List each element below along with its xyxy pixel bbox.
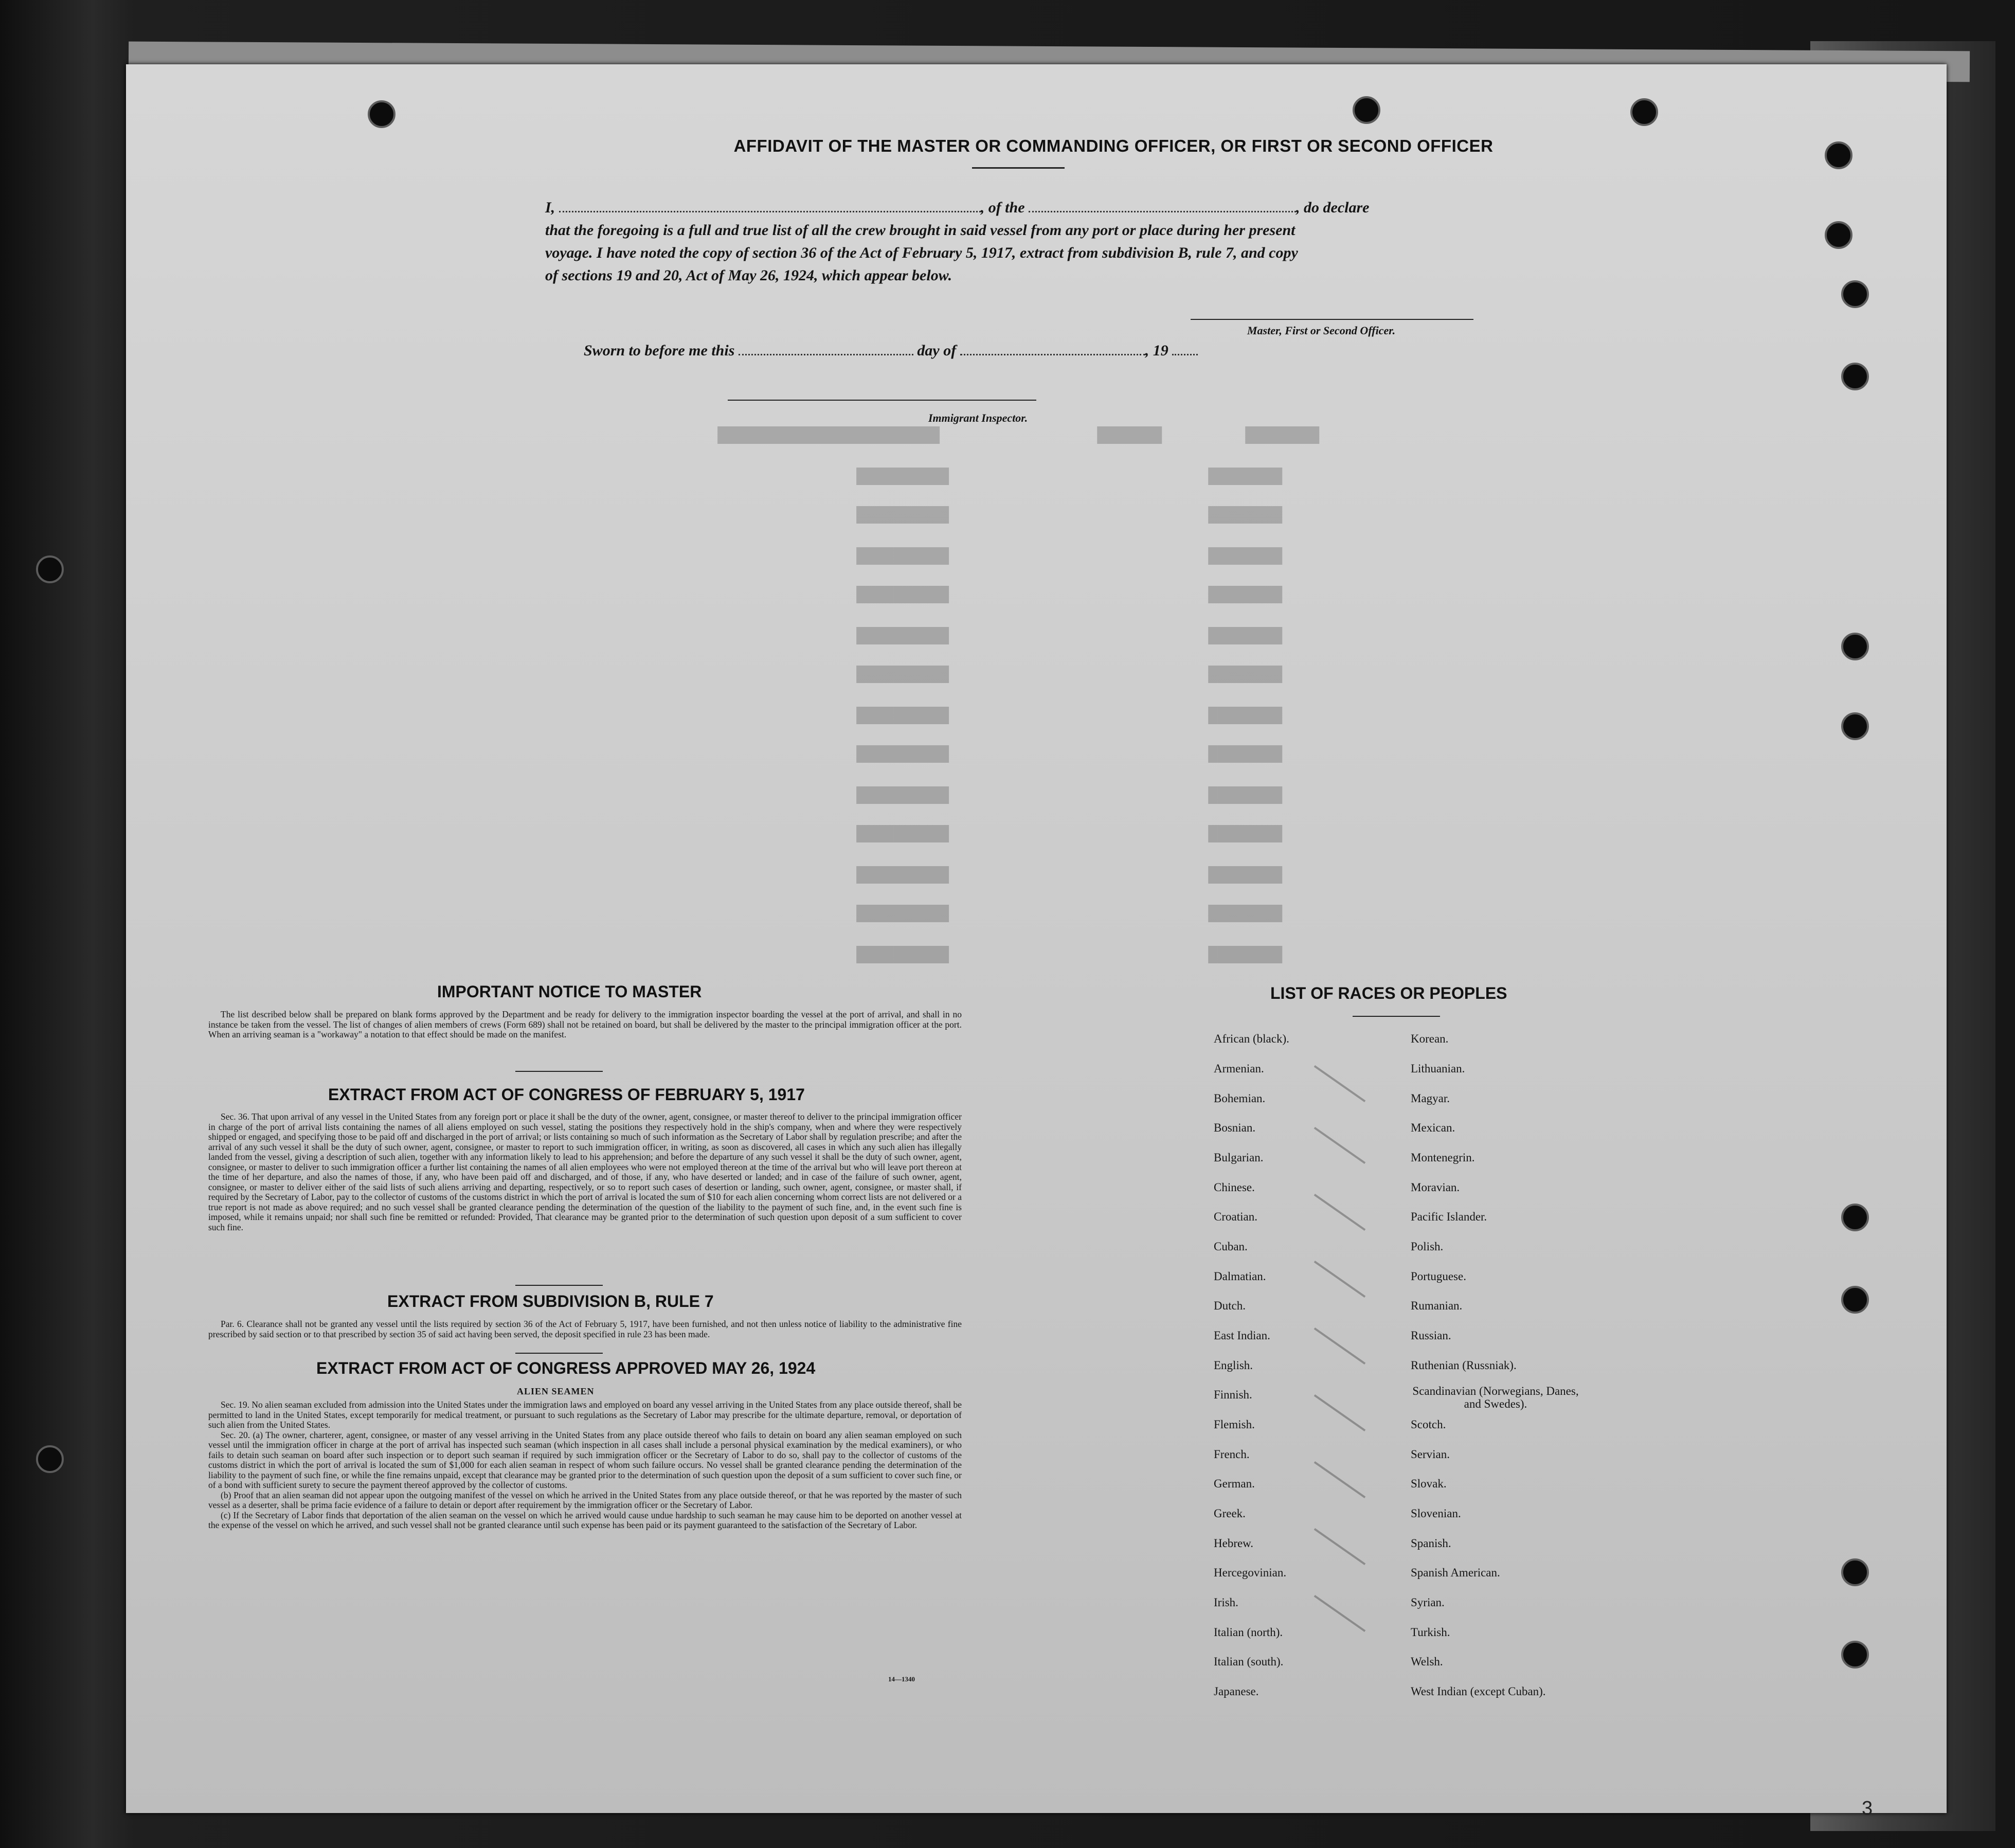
race-item: Servian. [1411, 1448, 1450, 1461]
race-item: Finnish. [1214, 1388, 1252, 1401]
extract-1924-body [208, 1400, 962, 1531]
document-page: ████████████████████████ ███████ ████████ ██████████ ████████ ██████████ ████████ ██████████ ████████ ██████████ ████████ ██████████ ████████ ██████████ ████████ ██████████ ████████ ██████████ ████████ ██████████ ████████ ██████████ ████████ ██████████ ████████ ██████████ ████████ ██████████ ████████ AFFIDAVIT OF THE MASTER OR COMMANDING OFFICER, OR FIRST OR SECOND OFFICER I, , of the , do declare that the foregoing is a full and true list of all the crew brought in said vessel from any port or place during her present voyage. I have noted the copy of section 36 of the Act of February 5, 1917, extract from subdivision B, rule 7, and copy of sections 19 and 20, Act of May 26, 1924, which appear below. Master, First or Second Officer. Sworn to before me this day of , 19 Immigrant Inspector. IMPORTANT NOTICE TO MASTER The list described below shall be prepared on blank forms approved by the Department and be ready for delivery to the immigration inspector boarding the vessel at the port of arrival, and shall in no instance be taken from the vessel. The list of changes of alien members of crews (Form 689) shall not be retained on board, but shall be delivered by the master to the principal immigration officer at the port. When an arriving seaman is a "workaway" a notation to that effect should be made on the manifest. EXTRACT FROM ACT OF CONGRESS OF FEBRUARY 5, 1917 Sec. 36. That upon arrival of any vessel in the United States from any foreign port or place it shall be the duty of the owner, agent, consignee, or master thereof to deliver to the principal immigration officer in charge of the port of arrival lists containing the names of all aliens employed on such vessel, stating the positions they respectively hold in the ship's company, when and where they were respectively shipped or engaged, and specifying those to be paid off and discharged in the port of arrival; or lists containing so much of such information as the Secretary of Labor shall by regulation prescribe; and after the arrival of any such vessel it shall be the duty of such owner, agent, consignee, or master to report to such immigration officer, in writing, as soon as discovered, all cases in which any such alien has illegally landed from the vessel, giving a description of such alien, together with any information likely to lead to his apprehension; and before the departure of any such vessel it shall be the duty of such owner, agent, consignee, or master to deliver to such immigration officer a further list containing the names of all alien employees who were not employed thereon at the time of the arrival but who will leave port thereon at the time of her departure, and also the names of those, if any, who have been paid off and discharged, and of those, if any, who have deserted or landed; and in case of the failure of such owner, agent, consignee, or master to deliver either of the said lists of such aliens arriving and departing, respectively, or so to report such cases of desertion or landing, such owner, agent, consignee, or master shall, if required by the Secretary of Labor, pay to the collector of customs of the customs district in which the port of arrival is located the sum of $10 for each alien concerning whom correct lists are not delivered or a true report is not made as above required; and no such vessel shall be granted clearance pending the determination of the question of the liability to the payment of such fine, and, in the event such fine is imposed, while it remains unpaid; nor shall such fine be remitted or refunded: Provided, That clearance may be granted prior to the determination of such question upon deposit of a sum sufficient to cover such fine. EXTRACT FROM SUBDIVISION B, RULE 7 Par. 6. Clearance shall not be granted any vessel until the lists required by section 36 of the Act of February 5, 1917, have been furnished, and not then unless notice of liability to the administrative fine prescribed by said section or to that prescribed by section 35 of said act having been served, the deposit specified in rule 23 has been made. EXTRACT FROM ACT OF CONGRESS APPROVED MAY 26, 1924 ALIEN SEAMEN Sec. 19. No alien seaman excluded from admission into the United States under the immigration laws and employed on board any vessel arriving in the United States from any place outside thereof, shall be permitted to land in the United States, except temporarily for medical treatment, or pursuant to such regulations as the Secretary of Labor may prescribe for the ultimate departure, removal, or deportation of such alien from the United States. Sec. 20. (a) The owner, charterer, agent, consignee, or master of any vessel arriving in the United States from any place outside thereof who fails to detain on board any alien seaman employed on such vessel until the immigration officer in charge at the port of arrival has inspected such seaman (which inspection in all cases shall include a personal physical examination by the medical examiners), or who fails to detain such seaman on board after such inspection or to deport such seaman if required by such immigration officer or the Secretary of Labor to do so, shall pay to the collector of customs of the customs district in which the port of arrival is located the sum of $1,000 for each alien seaman in respect of whom such failure occurs. No vessel shall be granted clearance pending the determination of the liability to the payment of such fine, or while the fine remains unpaid, except that clearance may be granted prior to the determination of such question upon the deposit of a sum sufficient to cover such fine, or of a bond with sufficient surety to secure the payment thereof approved by the collector of customs. (b) Proof that an alien seaman did not appear upon the outgoing manifest of the vessel on which he arrived in the United States from any place outside thereof, or that he was reported by the master of such vessel as a deserter, shall be prima facie evidence of a failure to detain or deport after requirement by the immigration officer or the Secretary of Labor. (c) If the Secretary of Labor finds that deportation of the alien seaman on the vessel on which he arrived would cause undue hardship to such seaman he may cause him to be deported on another vessel at the expense of the vessel on which he arrived, and such vessel shall not be granted clearance until such expense has been paid or its payment guaranteed to the satisfaction of the Secretary of Labor. 14—1340 LIST OF RACES OR PEOPLES African (black). Armenian. Bohemian. Bosnian. Bulgarian. Chinese. Croatian. Cuban. Dalmatian. Dutch. East Indian. English. Finnish. Flemish. French. German. Greek. Hebrew. Hercegovinian. Irish. Italian (north). Italian (south). Japanese. Korean. Lithuanian. Magyar. Mexican. Montenegrin. Moravian. Pacific Islander. Polish. Portuguese. Rumanian. Russian. Ruthenian (Russniak). Scandinavian (Norwegians, Danes, and Swedes). Scotch. Servian. Slovak. Slovenian. Spanish. Spanish American. Syrian. Turkish. Welsh. West Indian (except Cuban). [126, 64, 1947, 1813]
section-20a-paragraph: Sec. 20. (a) The owner, charterer, agent, consignee, or master of any vessel arriving in the United States from any place outside thereof who fails to detain on board any alien seaman employed on such vessel until the immigration officer in charge at the port of arrival has inspected such seaman (which inspection in all cases shall include a personal physical examination by the medical examiners), or who fails to detain such seaman on board after such inspection or to deport such seaman if required by such immigration officer or the Secretary of Labor to do so, shall pay to the collector of customs of the customs district in which the port of arrival is located the sum of $1,000 for each alien seaman in respect of whom such failure occurs. No vessel shall be granted clearance pending the determination of the liability to the payment of such fine, or while the fine remains unpaid, except that clearance may be granted prior to the determination of such question upon the deposit of a sum sufficient to cover such fine, or of a bond with sufficient surety to secure the payment thereof approved by the collector of customs. [208, 1429, 962, 1490]
race-item: Hebrew. [1214, 1537, 1254, 1550]
punch-hole [36, 555, 64, 583]
race-item: Italian (south). [1214, 1655, 1284, 1668]
affidavit-line-1 [545, 199, 1369, 217]
race-item: French. [1214, 1448, 1250, 1461]
race-item: Rumanian. [1411, 1299, 1463, 1312]
day-blank [739, 343, 913, 355]
rule-7-rule [515, 1353, 603, 1354]
notice-rule [515, 1071, 603, 1072]
punch-hole [1841, 1204, 1869, 1231]
race-item: Italian (north). [1214, 1626, 1283, 1639]
corner-mark: 3 [1862, 1798, 1873, 1819]
affidavit-i: I, [545, 199, 555, 216]
vessel-blank [1029, 200, 1296, 212]
race-item: Russian. [1411, 1329, 1451, 1342]
race-item: Turkish. [1411, 1626, 1450, 1639]
month-blank [960, 343, 1145, 355]
sworn-year: , 19 [1145, 342, 1168, 359]
punch-hole [1841, 363, 1869, 390]
race-item: Slovak. [1411, 1477, 1447, 1490]
inspector-signature-line [728, 400, 1036, 401]
race-item: German. [1214, 1477, 1255, 1490]
punch-hole [1841, 712, 1869, 740]
sworn-day-of: day of [917, 342, 957, 359]
race-item: West Indian (except Cuban). [1411, 1685, 1546, 1698]
races-rule [1353, 1016, 1440, 1017]
name-blank [559, 200, 981, 212]
race-item: Flemish. [1214, 1418, 1255, 1431]
punch-hole [368, 100, 395, 128]
race-item: Bohemian. [1214, 1092, 1266, 1105]
race-item: Chinese. [1214, 1181, 1255, 1194]
race-item: English. [1214, 1359, 1253, 1372]
sworn-line [584, 342, 1198, 360]
race-item: Bosnian. [1214, 1121, 1256, 1134]
affidavit-line-4: of sections 19 and 20, Act of May 26, 1924, which appear below. [545, 267, 952, 284]
section-19-paragraph: Sec. 19. No alien seaman excluded from admission into the United States under the immigration laws and employed on board any vessel arriving in the United States from any place outside thereof, shall be permitted to land in the United States, except temporarily for medical treatment, or pursuant to such regulations as the Secretary of Labor may prescribe for the ultimate departure, removal, or deportation of such alien from the United States. [208, 1400, 962, 1430]
race-item: East Indian. [1214, 1329, 1270, 1342]
race-item: Bulgarian. [1214, 1151, 1264, 1164]
punch-hole [1825, 221, 1852, 249]
punch-hole [1353, 96, 1380, 124]
master-signature-line [1191, 319, 1473, 320]
punch-hole [1825, 141, 1852, 169]
section-20b-paragraph: (b) Proof that an alien seaman did not appear upon the outgoing manifest of the vessel on which he arrived in the United States from any place outside thereof, or that he was reported by the master of such vessel as a deserter, shall be prima facie evidence of a failure to detain or deport after requirement by the immigration officer or the Secretary of Labor. [208, 1490, 962, 1510]
extract-1917-rule [515, 1285, 603, 1286]
affidavit-line-2: that the foregoing is a full and true list of all the crew brought in said vessel from any port or place during her present [545, 222, 1296, 239]
punch-hole [1841, 280, 1869, 308]
race-item: Dalmatian. [1214, 1270, 1266, 1283]
punch-hole [1841, 1558, 1869, 1586]
extract-1924-subtitle: ALIEN SEAMEN [517, 1386, 595, 1396]
notice-paragraph: The list described below shall be prepared on blank forms approved by the Department and be ready for delivery to the immigration inspector boarding the vessel at the port of arrival, and shall in no instance be taken from the vessel. The list of changes of alien members of crews (Form 689) shall not be retained on board, but shall be delivered by the master to the principal immigration officer at the port. When an arriving seaman is a "workaway" a notation to that effect should be made on the manifest. [208, 1009, 962, 1039]
race-item: Croatian. [1214, 1210, 1257, 1223]
race-item: Japanese. [1214, 1685, 1259, 1698]
race-item: Polish. [1411, 1240, 1444, 1253]
race-item: Montenegrin. [1411, 1151, 1475, 1164]
section-36-paragraph: Sec. 36. That upon arrival of any vessel in the United States from any foreign port or place it shall be the duty of the owner, agent, consignee, or master thereof to deliver to the principal immigration officer in charge of the port of arrival lists containing the names of all aliens employed on such vessel, stating the positions they respectively hold in the ship's company, when and where they were respectively shipped or engaged, and specifying those to be paid off and discharged in the port of arrival; or lists containing so much of such information as the Secretary of Labor shall by regulation prescribe; and after the arrival of any such vessel it shall be the duty of such owner, agent, consignee, or master to report to such immigration officer, in writing, as soon as discovered, all cases in which any such alien has illegally landed from the vessel, giving a description of such alien, together with any information likely to lead to his apprehension; and before the departure of any such vessel it shall be the duty of such owner, agent, consignee, or master to deliver to such immigration officer a further list containing the names of all alien employees who were not employed thereon at the time of the arrival but who will leave port thereon at the time of her departure, and also the names of those, if any, who have been paid off and discharged, and of those, if any, who have deserted or landed; and in case of the failure of such owner, agent, consignee, or master to deliver either of the said lists of such aliens arriving and departing, respectively, or so to report such cases of desertion or landing, such owner, agent, consignee, or master shall, if required by the Secretary of Labor, pay to the collector of customs of the customs district in which the port of arrival is located the sum of $10 for each alien concerning whom correct lists are not delivered or a true report is not made as above required; and no such vessel shall be granted clearance pending the determination of the question of the liability to the payment of such fine, and, in the event such fine is imposed, while it remains unpaid; nor shall such fine be remitted or refunded: Provided, That clearance may be granted prior to the determination of such question upon deposit of a sum sufficient to cover such fine. [208, 1111, 962, 1232]
form-number: 14—1340 [888, 1675, 915, 1683]
section-20c-paragraph: (c) If the Secretary of Labor finds that deportation of the alien seaman on the vessel on which he arrived would cause undue hardship to such seaman he may cause him to be deported on another vessel at the expense of the vessel on which he arrived, and such vessel shall not be granted clearance until such expense has been paid or its payment guaranteed to the satisfaction of the Secretary of Labor. [208, 1510, 962, 1530]
notice-body [208, 1010, 962, 1040]
race-item: Spanish. [1411, 1537, 1451, 1550]
race-item: Hercegovinian. [1214, 1566, 1287, 1579]
race-item: Moravian. [1411, 1181, 1460, 1194]
race-item: Lithuanian. [1411, 1062, 1465, 1075]
race-item: Spanish American. [1411, 1566, 1500, 1579]
affidavit-line-3: voyage. I have noted the copy of section 36 of the Act of February 5, 1917, extract from subdivision B, rule 7, and copy [545, 244, 1298, 261]
affidavit-declare: , do declare [1296, 199, 1370, 216]
punch-hole [1841, 1641, 1869, 1668]
race-item: Korean. [1411, 1032, 1449, 1045]
race-item: Dutch. [1214, 1299, 1246, 1312]
rule-7-title: EXTRACT FROM SUBDIVISION B, RULE 7 [387, 1292, 714, 1311]
race-item: Pacific Islander. [1411, 1210, 1487, 1223]
punch-hole [1841, 633, 1869, 660]
race-item: Magyar. [1411, 1092, 1450, 1105]
race-item: Scandinavian (Norwegians, Danes, and Swedes). [1412, 1385, 1579, 1410]
race-item: Cuban. [1214, 1240, 1248, 1253]
race-item: African (black). [1214, 1032, 1289, 1045]
extract-1924-title: EXTRACT FROM ACT OF CONGRESS APPROVED MAY 26, 1924 [316, 1359, 816, 1377]
race-item: Portuguese. [1411, 1270, 1466, 1283]
extract-1917-title: EXTRACT FROM ACT OF CONGRESS OF FEBRUARY 5, 1917 [328, 1085, 805, 1104]
title-rule [972, 167, 1065, 169]
races-title: LIST OF RACES OR PEOPLES [1270, 984, 1507, 1002]
punch-hole [1630, 98, 1658, 126]
race-item: Armenian. [1214, 1062, 1264, 1075]
affidavit-of-the: , of the [980, 199, 1025, 216]
rule-7-body [208, 1319, 962, 1339]
race-item: Irish. [1214, 1596, 1238, 1609]
race-item: Syrian. [1411, 1596, 1445, 1609]
race-item: Welsh. [1411, 1655, 1443, 1668]
inspector-signature-label: Immigrant Inspector. [928, 411, 1028, 424]
sworn-before: Sworn to before me this [584, 342, 735, 359]
race-item: Slovenian. [1411, 1507, 1461, 1520]
extract-1917-body [208, 1112, 962, 1232]
master-signature-label: Master, First or Second Officer. [1247, 324, 1396, 337]
year-blank [1172, 343, 1198, 355]
punch-hole [1841, 1286, 1869, 1314]
race-item: Scotch. [1411, 1418, 1446, 1431]
affidavit-title: AFFIDAVIT OF THE MASTER OR COMMANDING OFFICER, OR FIRST OR SECOND OFFICER [733, 136, 1494, 155]
notice-title: IMPORTANT NOTICE TO MASTER [437, 982, 702, 1001]
punch-hole [36, 1445, 64, 1473]
race-item: Greek. [1214, 1507, 1246, 1520]
race-item: Ruthenian (Russniak). [1411, 1359, 1517, 1372]
rule-7-paragraph: Par. 6. Clearance shall not be granted any vessel until the lists required by section 36 of the Act of February 5, 1917, have been furnished, and not then unless notice of liability to the administrative fine prescribed by said section or to that prescribed by section 35 of said act having been served, the deposit specified in rule 23 has been made. [208, 1319, 962, 1339]
race-item: Mexican. [1411, 1121, 1455, 1134]
